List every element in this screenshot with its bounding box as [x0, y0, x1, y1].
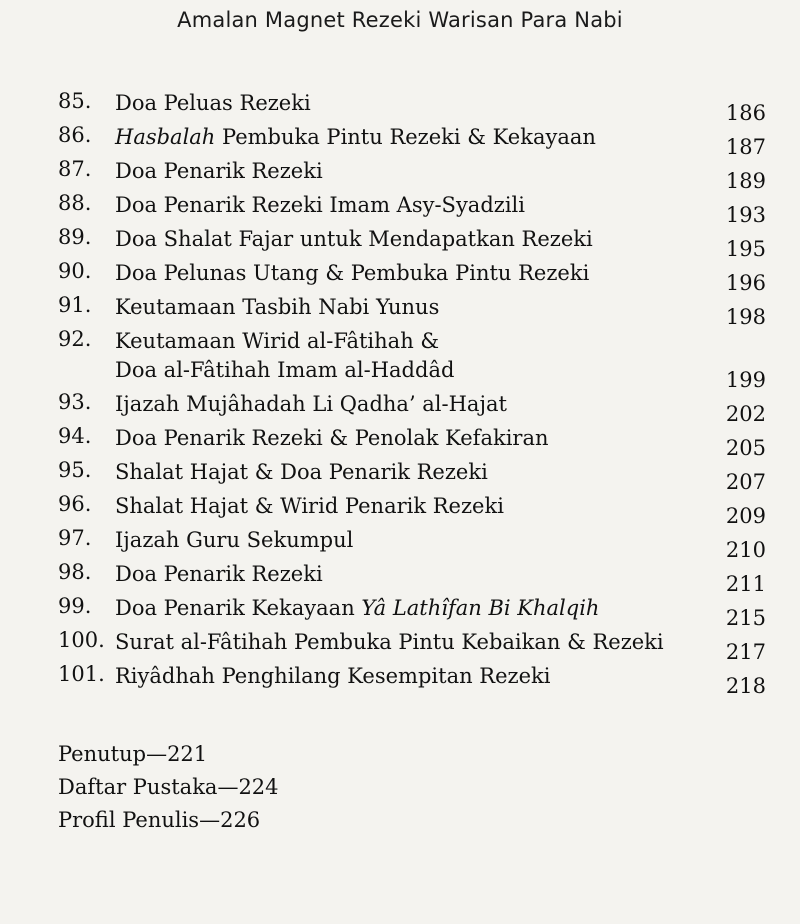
entry-page: 195 [725, 237, 766, 261]
toc-entry [58, 255, 770, 295]
toc-entry [58, 119, 770, 159]
entry-number: 101. [58, 662, 105, 686]
entry-page: 211 [725, 572, 766, 596]
entry-number: 94. [58, 424, 92, 448]
entry-title: Surat al-Fâtihah Pembuka Pintu Kebaikan & Rezeki [115, 630, 664, 654]
toc-entry [58, 454, 770, 494]
entry-number: 100. [58, 628, 105, 652]
entry-title [115, 594, 599, 623]
entry-title: Doa Penarik Rezeki [115, 159, 323, 183]
entry-number: 98. [58, 560, 92, 584]
entry-title-rest: Doa Penarik Kekayaan [115, 596, 362, 620]
entry-title: Riyâdhah Penghilang Kesempitan Rezeki [115, 664, 551, 688]
entry-number: 96. [58, 492, 92, 516]
entry-number: 90. [58, 259, 92, 283]
entry-number: 93. [58, 390, 92, 414]
table-of-contents [58, 85, 770, 698]
back-matter-profil-penulis: Profil Penulis—226 [58, 808, 261, 832]
toc-entry [58, 153, 770, 193]
entry-page: 189 [725, 169, 766, 193]
entry-number: 95. [58, 458, 92, 482]
entry-title: Doa Shalat Fajar untuk Mendapatkan Rezeki [115, 227, 593, 251]
toc-entry [58, 85, 770, 125]
entry-page: 215 [725, 606, 766, 630]
entry-page: 205 [725, 436, 766, 460]
toc-entry [58, 323, 770, 392]
toc-entry [58, 221, 770, 261]
entry-number: 87. [58, 157, 92, 181]
entry-title: Ijazah Guru Sekumpul [115, 528, 354, 552]
toc-entry [58, 488, 770, 528]
toc-entry [58, 624, 770, 664]
entry-title: Ijazah Mujâhadah Li Qadha’ al-Hajat [115, 392, 507, 416]
entry-page: 186 [725, 101, 766, 125]
back-matter-daftar-pustaka: Daftar Pustaka—224 [58, 775, 279, 799]
entry-page: 198 [725, 305, 766, 329]
toc-entry [58, 386, 770, 426]
entry-title-italic: Hasbalah [115, 125, 216, 149]
entry-page: 218 [725, 674, 766, 698]
toc-entry [58, 658, 770, 698]
entry-number: 88. [58, 191, 92, 215]
entry-number: 92. [58, 327, 92, 351]
entry-title: Doa Pelunas Utang & Pembuka Pintu Rezeki [115, 261, 590, 285]
entry-title: Keutamaan Tasbih Nabi Yunus [115, 295, 440, 319]
entry-number: 85. [58, 89, 92, 113]
entry-title [115, 123, 596, 152]
toc-entry [58, 289, 770, 329]
entry-number: 97. [58, 526, 92, 550]
entry-number: 99. [58, 594, 92, 618]
entry-page: 196 [725, 271, 766, 295]
entry-number: 89. [58, 225, 92, 249]
back-matter-list [58, 738, 279, 837]
entry-title: Doa Peluas Rezeki [115, 91, 311, 115]
entry-title-rest: Pembuka Pintu Rezeki & Kekayaan [215, 125, 596, 149]
entry-page: 202 [725, 402, 766, 426]
toc-entry [58, 420, 770, 460]
entry-title: Doa Penarik Rezeki [115, 562, 323, 586]
running-header: Amalan Magnet Rezeki Warisan Para Nabi [177, 8, 623, 32]
entry-number: 91. [58, 293, 92, 317]
entry-title-line1: Keutamaan Wirid al-Fâtihah & [115, 329, 440, 353]
entry-title: Doa Penarik Rezeki Imam Asy-Syadzili [115, 193, 525, 217]
entry-page: 217 [725, 640, 766, 664]
toc-entry [58, 187, 770, 227]
entry-page: 193 [725, 203, 766, 227]
entry-title: Shalat Hajat & Doa Penarik Rezeki [115, 460, 488, 484]
entry-title-line2: Doa al-Fâtihah Imam al-Haddâd [115, 358, 455, 382]
entry-title: Doa Penarik Rezeki & Penolak Kefakiran [115, 426, 549, 450]
back-matter-penutup: Penutup—221 [58, 742, 208, 766]
toc-entry [58, 556, 770, 596]
entry-page: 210 [725, 538, 766, 562]
entry-page: 199 [725, 368, 766, 392]
entry-title-italic: Yâ Lathîfan Bi Khalqih [361, 596, 600, 620]
toc-entry [58, 522, 770, 562]
entry-number: 86. [58, 123, 92, 147]
entry-page: 207 [725, 470, 766, 494]
entry-page: 209 [725, 504, 766, 528]
entry-page: 187 [725, 135, 766, 159]
entry-title [115, 327, 454, 385]
toc-entry [58, 590, 770, 630]
entry-title: Shalat Hajat & Wirid Penarik Rezeki [115, 494, 504, 518]
